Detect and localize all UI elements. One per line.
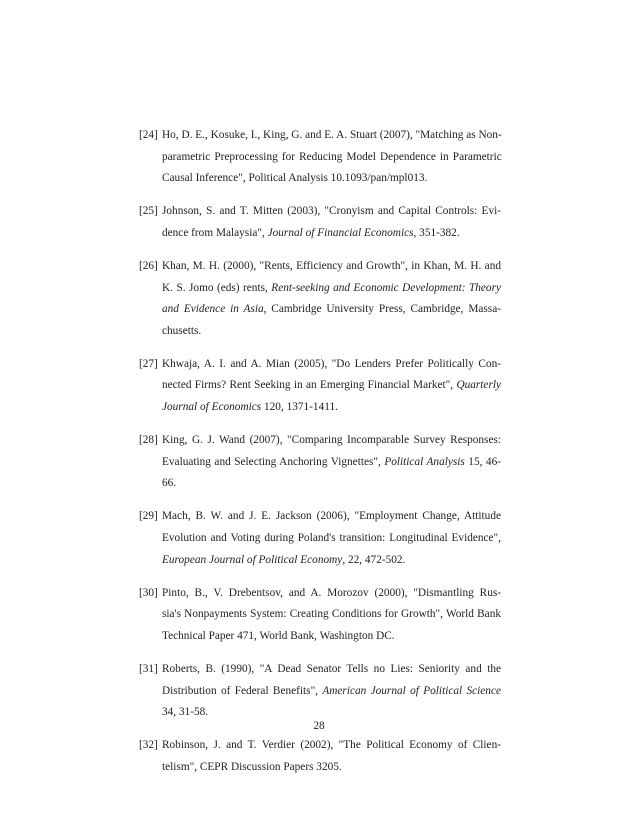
reference-line [162, 125, 502, 147]
reference-line [162, 397, 501, 419]
reference-number: [32] [139, 739, 158, 752]
reference-number: [24] [139, 129, 158, 141]
reference-italic-title: Rent-seeking and Economic Development: Theory [271, 281, 501, 294]
reference-line [162, 201, 501, 223]
reference-italic-title: American Journal of Political Science [322, 684, 501, 697]
reference-line [162, 147, 502, 169]
reference-text-segment: K. S. Jomo (eds) rents, [162, 281, 272, 294]
reference-text-segment: Mach, B. W. and J. E. Jackson (2006), "Employment Change, Attitude [162, 510, 501, 523]
reference-text-segment: Causal Inference", Political Analysis 10.1093/pan/mpl013. [162, 172, 428, 185]
reference-entry [139, 201, 501, 244]
reference-text-segment: Evolution and Voting during Poland's transition: Longitudinal Evidence", [162, 532, 501, 544]
reference-text [162, 659, 501, 724]
reference-italic-title: and Evidence in Asia [162, 303, 264, 316]
reference-line [162, 681, 501, 703]
reference-text [162, 256, 501, 342]
reference-entry [139, 735, 501, 778]
reference-italic-title: European Journal of Political Economy [162, 553, 343, 566]
reference-line [162, 256, 501, 278]
reference-line [162, 354, 501, 376]
reference-line [162, 506, 501, 528]
reference-number: [25] [139, 205, 158, 218]
reference-number: [31] [139, 662, 158, 675]
reference-line [162, 528, 501, 550]
reference-line [162, 452, 501, 474]
reference-text-segment: Robinson, J. and T. Verdier (2002), "The Political Economy of Clien- [162, 739, 501, 752]
reference-text [162, 125, 502, 190]
reference-number: [27] [139, 357, 158, 370]
reference-entry [139, 125, 501, 190]
reference-text-segment: chusetts. [162, 324, 202, 337]
reference-entry [139, 430, 501, 495]
reference-line [162, 626, 501, 648]
reference-text [162, 201, 501, 244]
reference-text-segment: Technical Paper 471, World Bank, Washington DC. [162, 629, 395, 642]
reference-text-segment: Roberts, B. (1990), "A Dead Senator Tells no Lies: Seniority and the [162, 662, 501, 675]
reference-text-segment: 34, 31-58. [162, 706, 209, 719]
reference-line [162, 550, 501, 572]
reference-text [162, 506, 501, 571]
reference-text [162, 583, 501, 648]
reference-number: [29] [139, 510, 158, 523]
reference-text [162, 354, 501, 419]
reference-line [162, 604, 501, 626]
reference-entry [139, 506, 501, 571]
reference-entry [139, 659, 501, 724]
reference-text-segment: Khan, M. H. (2000), "Rents, Efficiency and Growth", in Khan, M. H. and [162, 259, 501, 272]
reference-line [162, 430, 501, 452]
reference-text-segment: telism", CEPR Discussion Papers 3205. [162, 760, 342, 773]
reference-list [139, 125, 501, 790]
reference-text-segment: parametric Preprocessing for Reducing Model Dependence in Parametric [162, 150, 502, 163]
reference-entry [139, 256, 501, 342]
reference-text-segment: 66. [162, 477, 177, 490]
reference-number: [26] [139, 259, 158, 272]
reference-text [162, 430, 501, 495]
reference-text-segment: Distribution of Federal Benefits", [162, 684, 323, 697]
reference-number: [30] [139, 586, 158, 599]
reference-italic-title: Political Analysis [384, 455, 465, 468]
reference-line [162, 757, 501, 779]
reference-text-segment: dence from Malaysia", [162, 226, 268, 239]
reference-line [162, 473, 501, 495]
reference-line [162, 375, 501, 397]
reference-text-segment: nected Firms? Rent Seeking in an Emerging Financial Market", [162, 379, 457, 392]
reference-line [162, 168, 502, 190]
reference-line [162, 659, 501, 681]
reference-text-segment: King, G. J. Wand (2007), "Comparing Incomparable Survey Responses: [162, 434, 501, 447]
reference-text-segment: Pinto, B., V. Drebentsov, and A. Morozov (2000), "Dismantling Rus- [162, 586, 501, 599]
reference-number: [28] [139, 434, 158, 447]
reference-text-segment: Johnson, S. and T. Mitten (2003), "Cronyism and Capital Controls: Evi- [162, 205, 501, 218]
reference-text-segment: , 22, 472-502. [342, 553, 406, 566]
reference-text [162, 735, 501, 778]
reference-line [162, 223, 501, 245]
reference-entry [139, 354, 501, 419]
page-number: 28 [313, 720, 325, 732]
reference-line [162, 321, 501, 343]
reference-text-segment: , Cambridge University Press, Cambridge, Massa- [263, 303, 501, 316]
reference-text-segment: Ho, D. E., Kosuke, I., King, G. and E. A. Stuart (2007), "Matching as Non- [162, 129, 502, 141]
reference-text-segment: sia's Nonpayments System: Creating Conditions for Growth", World Bank [162, 608, 501, 621]
reference-line [162, 583, 501, 605]
reference-line [162, 299, 501, 321]
reference-entry [139, 583, 501, 648]
reference-text-segment: 120, 1371-1411. [261, 401, 338, 414]
reference-line [162, 735, 501, 757]
reference-text-segment: , 351-382. [413, 226, 460, 239]
reference-text-segment: 15, 46- [464, 455, 501, 468]
reference-italic-title: Quarterly [456, 379, 501, 392]
reference-italic-title: Journal of Financial Economics [267, 226, 414, 239]
reference-line [162, 278, 501, 300]
reference-text-segment: Evaluating and Selecting Anchoring Vignettes", [162, 455, 385, 468]
reference-italic-title: Journal of Economics [162, 401, 262, 414]
reference-text-segment: Khwaja, A. I. and A. Mian (2005), "Do Lenders Prefer Politically Con- [162, 357, 501, 370]
